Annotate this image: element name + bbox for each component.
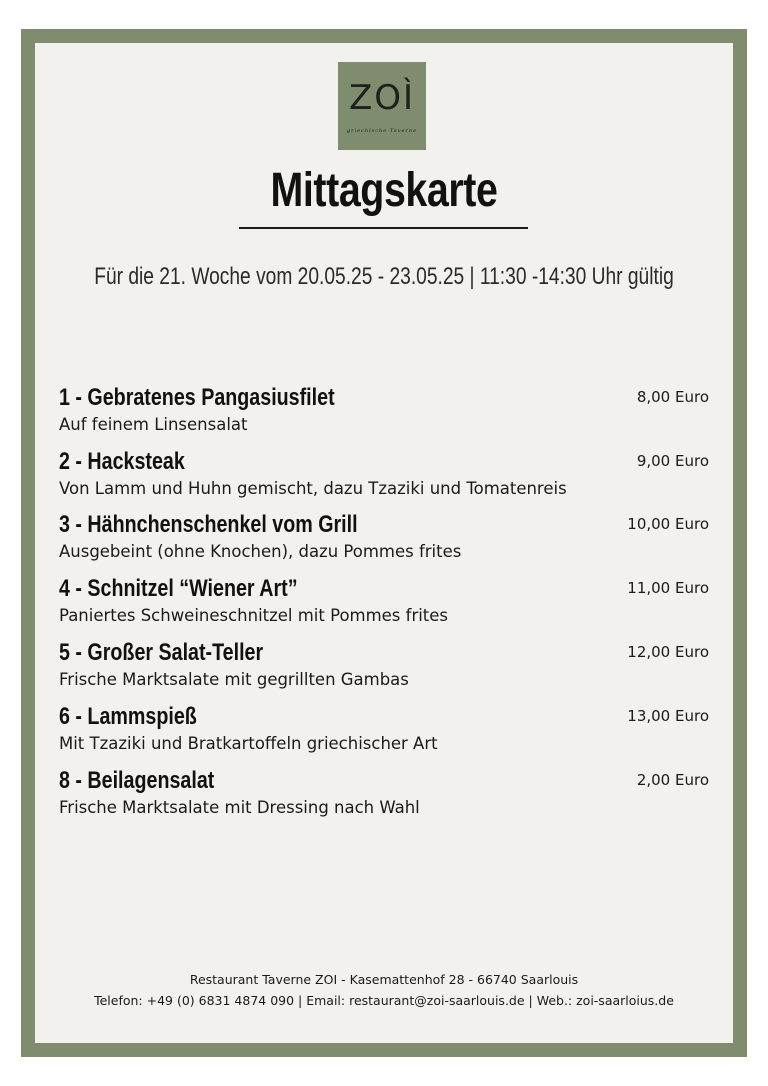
menu-item-price: 13,00 Euro: [627, 707, 709, 725]
menu-item: [59, 510, 711, 570]
menu-item-price: 8,00 Euro: [636, 388, 709, 406]
menu-item-price: 11,00 Euro: [627, 579, 709, 597]
menu-item: [59, 766, 711, 826]
footer-address: Restaurant Taverne ZOI - Kasemattenhof 28 - 66740 Saarlouis: [189, 972, 579, 987]
menu-item-name: 3 - Hähnchenschenkel vom Grill: [59, 511, 358, 538]
menu-item: [59, 574, 711, 634]
menu-item-name: 1 - Gebratenes Pangasiusfilet: [59, 384, 335, 411]
menu-item-name: 4 - Schnitzel “Wiener Art”: [59, 575, 298, 602]
menu-item-description: Ausgebeint (ohne Knochen), dazu Pommes frites: [59, 542, 462, 562]
menu-item-description: Paniertes Schweineschnitzel mit Pommes frites: [59, 606, 449, 626]
title-underline: [239, 227, 528, 229]
menu-item-description: Frische Marktsalate mit gegrillten Gambas: [59, 670, 409, 690]
menu-item-price: 9,00 Euro: [636, 452, 709, 470]
menu-item-name: 6 - Lammspieß: [59, 703, 197, 730]
menu-item-price: 12,00 Euro: [627, 643, 709, 661]
menu-item: [59, 638, 711, 698]
menu-item-price: 2,00 Euro: [636, 771, 709, 789]
validity-subtitle: Für die 21. Woche vom 20.05.25 - 23.05.25 | 11:30 -14:30 Uhr gültig: [94, 263, 674, 290]
menu-item-price: 10,00 Euro: [627, 515, 709, 533]
menu-item-name: 5 - Großer Salat-Teller: [59, 639, 264, 666]
restaurant-logo: [338, 62, 426, 150]
menu-item-description: Mit Tzaziki und Bratkartoffeln griechischer Art: [59, 734, 438, 754]
menu-item-name: 8 - Beilagensalat: [59, 767, 215, 794]
menu-item-description: Frische Marktsalate mit Dressing nach Wahl: [59, 798, 420, 818]
menu-item: [59, 702, 711, 762]
menu-item: [59, 447, 711, 507]
menu-item-name: 2 - Hacksteak: [59, 448, 185, 475]
logo-subtext: griechische Taverne: [346, 128, 418, 134]
menu-item-description: Von Lamm und Huhn gemischt, dazu Tzaziki und Tomatenreis: [59, 479, 567, 499]
footer-contact: Telefon: +49 (0) 6831 4874 090 | Email: restaurant@zoi-saarlouis.de | Web.: zoi-saarloius.de: [94, 993, 674, 1008]
menu-item-description: Auf feinem Linsensalat: [59, 415, 248, 435]
logo-text: ZOÌ: [348, 78, 416, 118]
page-title: Mittagskarte: [270, 164, 498, 217]
menu-item: [59, 383, 711, 443]
